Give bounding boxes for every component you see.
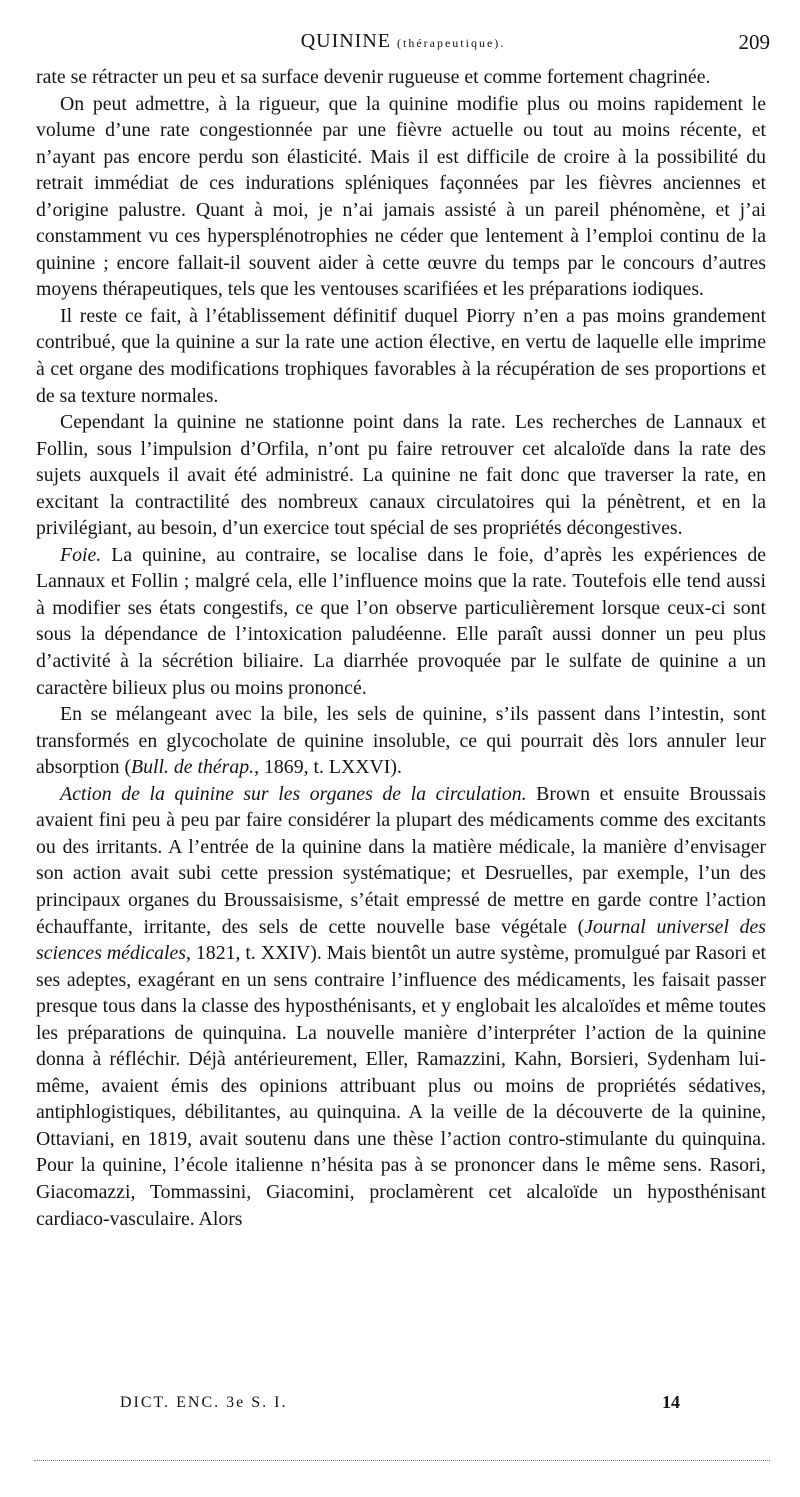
text-run: , 1869, t. LXXVI).	[254, 756, 402, 779]
body-text	[36, 64, 766, 1232]
text-run: On peut admettre, à la rigueur, que la quinine modifie plus ou moins rapidement le volume d’une rate congestionnée par une fièvre actuelle ou tout au moins récente, et n’ayant pas encore perdu son élasticité. Mais il est difficile de croire à la possibilité du retrait immédiat de ces indurations spléniques façonnées par les fièvres anciennes et d’origine palustre. Quant à moi, je n’ai jamais assisté à un pareil phénomène, et j’ai constamment vu ces hypersplénotrophies ne céder que lentement à l’emploi continu de la quinine ; encore fallait-il souvent aider à cette œuvre du temps par le concours d’autres moyens thérapeutiques, tels que les ventouses scarifiées et les préparations iodiques.	[36, 92, 766, 301]
printer-signature: DICT. ENC. 3e S. I.	[120, 1394, 288, 1411]
running-title-sub: (thérapeutique).	[397, 36, 506, 50]
paragraph	[36, 303, 766, 409]
text-run: En se mélangeant avec la bile, les sels de quinine, s’ils passent dans l’intestin, sont transformés en glycocholate de quinine insoluble, ce qui pourrait dès lors annuler leur absorption (	[36, 703, 766, 779]
paragraph	[36, 64, 766, 91]
running-header	[36, 26, 770, 66]
text-run: , 1821, t. XXIV). Mais bientôt un autre système, promulgué par Rasori et ses adeptes, exagérant en un sens contraire l’influence des médicaments, les faisait passer presque tous dans la classe des hyposthénisants, et y englobait les alcaloïdes et même toutes les préparations de quinquina. La nouvelle manière d’interpréter l’action de la quinine donna à réfléchir. Déjà antérieurement, Eller, Ramazzini, Kahn, Borsieri, Sydenham lui-même, avaient émis des opinions attribuant plus ou moins de propriétés sédatives, antiphlogistiques, débilitantes, au quinquina. A la veille de la découverte de la quinine, Ottaviani, en 1819, avait soutenu dans une thèse l’action contro-stimulante du quinquina. Pour la quinine, l’école italienne n’hésita pas à se prononcer dans le même sens. Rasori, Giacomazzi, Tommassini, Giacomini, proclamèrent cet alcaloïde un hyposthénisant cardiaco-vasculaire. Alors	[36, 942, 766, 1230]
sheet-number: 14	[662, 1392, 680, 1412]
paragraph	[36, 701, 766, 781]
paragraph	[36, 542, 766, 701]
page-number: 209	[738, 30, 770, 54]
paragraph	[36, 91, 766, 303]
italic-text: Journal universel des sciences médicales	[36, 915, 766, 965]
text-run: Brown et ensuite Broussais avaient fini peu à peu par faire considérer la plupart des médicaments comme des excitants ou des irritants. A l’entrée de la quinine dans la matière médicale, la manière d’envisager son action avait subi cette pression systématique; et Desruelles, par exemple, l’un des principaux organes du Broussaisisme, s’était empressé de mettre en garde contre l’action échauffante, irritante, des sels de cette nouvelle base végétale (	[36, 782, 767, 938]
running-title	[36, 30, 770, 53]
text-run: Il reste ce fait, à l’établissement définitif duquel Piorry n’en a pas moins grandement contribué, que la quinine a sur la rate une action élective, en vertu de laquelle elle imprime à cet organe des modifications trophiques favorables à la récupération de ses proportions et de sa texture normales.	[36, 304, 766, 407]
footer	[120, 1394, 720, 1424]
running-title-main: QUININE	[300, 30, 391, 52]
text-run: La quinine, au contraire, se localise dans le foie, d’après les expériences de Lannaux et Follin ; malgré cela, elle l’influence moins que la rate. Toutefois elle tend aussi à modifier ses états congestifs, ce que l’on observe particulièrement lorsque ceux-ci sont sous la dépendance de l’intoxication paludéenne. Elle paraît aussi donner un peu plus d’activité à la sécrétion biliaire. La diarrhée provoquée par le sulfate de quinine a un caractère bilieux plus ou moins prononcé.	[36, 543, 766, 699]
italic-text: Bull. de thérap.	[131, 756, 255, 779]
italic-text: Foie.	[60, 543, 102, 566]
italic-text: Action de la quinine sur les organes de la circulation.	[60, 782, 527, 805]
bottom-rule	[34, 1460, 770, 1461]
paragraph	[36, 781, 766, 1232]
text-run: rate se rétracter un peu et sa surface devenir rugueuse et comme fortement chagrinée.	[36, 66, 711, 88]
text-run: Cependant la quinine ne stationne point dans la rate. Les recherches de Lannaux et Follin, sous l’impulsion d’Orfila, n’ont pu faire retrouver cet alcaloïde dans la rate des sujets auxquels il avait été administré. La quinine ne fait donc que traverser la rate, en excitant la contractilité des nombreux canaux circulatoires qui la pénètrent, et en la privilégiant, au besoin, d’un exercice tout spécial de ses propriétés décongestives.	[36, 411, 766, 540]
paragraph	[36, 409, 766, 542]
